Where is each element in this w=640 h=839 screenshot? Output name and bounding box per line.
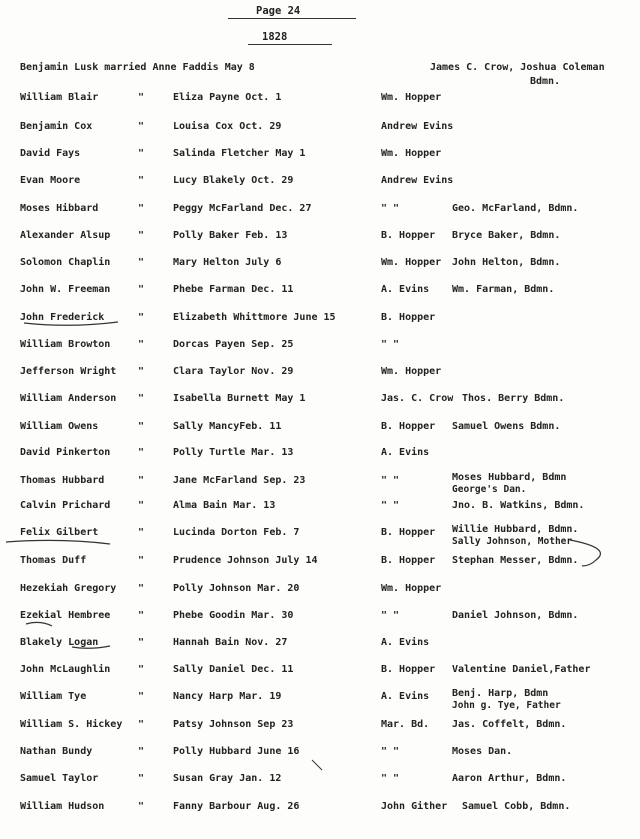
groom-name: John Frederick: [20, 312, 105, 323]
officiant-name: B. Hopper: [381, 312, 436, 323]
table-row: [0, 421, 640, 441]
bride-and-date: Clara Taylor Nov. 29: [173, 366, 294, 377]
bride-and-date: Sally MancyFeb. 11: [173, 421, 282, 432]
officiant-name: A. Evins: [381, 447, 430, 458]
groom-name: John W. Freeman: [20, 284, 111, 295]
groom-name: William Hudson: [20, 801, 105, 812]
bride-and-date: Dorcas Payen Sep. 25: [173, 339, 294, 350]
table-row: [0, 746, 640, 766]
witness-name: Samuel Cobb, Bdmn.: [462, 801, 571, 812]
table-row: [0, 312, 640, 332]
table-row: [0, 801, 640, 821]
bride-and-date: Salinda Fletcher May 1: [173, 148, 306, 159]
bride-and-date: Mary Helton July 6: [173, 257, 282, 268]
header-rule-bottom: [248, 44, 332, 45]
officiant-name: B. Hopper: [381, 421, 436, 432]
table-row: [0, 610, 640, 630]
ditto-mark: ": [138, 230, 145, 241]
bride-and-date: Polly Johnson Mar. 20: [173, 583, 300, 594]
officiant-name: " ": [381, 500, 400, 511]
bride-and-date: Jane McFarland Sep. 23: [173, 475, 306, 486]
ditto-mark: ": [138, 148, 145, 159]
first-entry-witness-2: Bdmn.: [530, 76, 561, 87]
witness-name: Samuel Owens Bdmn.: [452, 421, 561, 432]
groom-name: William Tye: [20, 691, 87, 702]
officiant-name: B. Hopper: [381, 527, 436, 538]
ditto-mark: ": [138, 92, 145, 103]
table-row: [0, 524, 640, 547]
bride-and-date: Sally Daniel Dec. 11: [173, 664, 294, 675]
table-row: [0, 719, 640, 739]
bride-and-date: Louisa Cox Oct. 29: [173, 121, 282, 132]
witness-name: John Helton, Bdmn.: [452, 257, 561, 268]
witness-name: Wm. Farman, Bdmn.: [452, 284, 555, 295]
officiant-name: " ": [381, 475, 400, 486]
bride-and-date: Patsy Johnson Sep 23: [173, 719, 294, 730]
table-row: [0, 175, 640, 195]
officiant-name: B. Hopper: [381, 555, 436, 566]
groom-name: William Blair: [20, 92, 99, 103]
witness-name-2: George's Dan.: [452, 484, 527, 495]
bride-and-date: Lucinda Dorton Feb. 7: [173, 527, 300, 538]
bride-and-date: Alma Bain Mar. 13: [173, 500, 276, 511]
groom-name: Felix Gilbert: [20, 527, 99, 538]
ditto-mark: ": [138, 773, 145, 784]
ditto-mark: ": [138, 637, 145, 648]
table-row: [0, 339, 640, 359]
bride-and-date: Prudence Johnson July 14: [173, 555, 318, 566]
officiant-name: " ": [381, 203, 400, 214]
groom-name: Hezekiah Gregory: [20, 583, 117, 594]
bride-and-date: Isabella Burnett May 1: [173, 393, 306, 404]
ditto-mark: ": [138, 284, 145, 295]
ditto-mark: ": [138, 121, 145, 132]
page-number: Page 24: [256, 5, 301, 17]
officiant-name: B. Hopper: [381, 230, 436, 241]
officiant-name: Andrew Evins: [381, 121, 454, 132]
ditto-mark: ": [138, 801, 145, 812]
ditto-mark: ": [138, 691, 145, 702]
bride-and-date: Elizabeth Whittmore June 15: [173, 312, 336, 323]
witness-name: Willie Hubbard, Bdmn.: [452, 524, 579, 535]
ditto-mark: ": [138, 421, 145, 432]
table-row: [0, 203, 640, 223]
witness-name: Moses Dan.: [452, 746, 513, 757]
table-row: [0, 555, 640, 575]
witness-name: Bryce Baker, Bdmn.: [452, 230, 561, 241]
witness-name: Valentine Daniel,Father: [452, 664, 591, 675]
table-row: [0, 257, 640, 277]
groom-name: Thomas Duff: [20, 555, 87, 566]
witness-name: Jno. B. Watkins, Bdmn.: [452, 500, 585, 511]
ditto-mark: ": [138, 257, 145, 268]
groom-name: William S. Hickey: [20, 719, 123, 730]
groom-name: David Pinkerton: [20, 447, 111, 458]
groom-name: John McLaughlin: [20, 664, 111, 675]
ditto-mark: ": [138, 393, 145, 404]
officiant-name: B. Hopper: [381, 664, 436, 675]
witness-name: Moses Hubbard, Bdmn: [452, 472, 567, 483]
groom-name: Thomas Hubbard: [20, 475, 105, 486]
ditto-mark: ": [138, 527, 145, 538]
bride-and-date: Susan Gray Jan. 12: [173, 773, 282, 784]
witness-name-2: John g. Tye, Father: [452, 700, 561, 711]
bride-and-date: Polly Turtle Mar. 13: [173, 447, 294, 458]
table-row: [0, 148, 640, 168]
table-row: [0, 472, 640, 495]
groom-name: Blakely Logan: [20, 637, 99, 648]
groom-name: Alexander Alsup: [20, 230, 111, 241]
officiant-name: Wm. Hopper: [381, 366, 442, 377]
officiant-name: " ": [381, 773, 400, 784]
officiant-name: A. Evins: [381, 691, 430, 702]
table-row: [0, 773, 640, 793]
table-row: [0, 447, 640, 467]
bride-and-date: Nancy Harp Mar. 19: [173, 691, 282, 702]
witness-name: Jas. Coffelt, Bdmn.: [452, 719, 567, 730]
officiant-name: Wm. Hopper: [381, 92, 442, 103]
witness-name: Benj. Harp, Bdmn: [452, 688, 549, 699]
bride-and-date: Peggy McFarland Dec. 27: [173, 203, 312, 214]
witness-name: Daniel Johnson, Bdmn.: [452, 610, 579, 621]
ditto-mark: ": [138, 746, 145, 757]
groom-name: Samuel Taylor: [20, 773, 99, 784]
officiant-name: " ": [381, 746, 400, 757]
officiant-name: John Gither: [381, 801, 448, 812]
groom-name: Jefferson Wright: [20, 366, 117, 377]
groom-name: Ezekial Hembree: [20, 610, 111, 621]
table-row: [0, 230, 640, 250]
officiant-name: Wm. Hopper: [381, 257, 442, 268]
officiant-name: " ": [381, 610, 400, 621]
ditto-mark: ": [138, 719, 145, 730]
groom-name: David Fays: [20, 148, 81, 159]
officiant-name: Andrew Evins: [381, 175, 454, 186]
ditto-mark: ": [138, 475, 145, 486]
witness-name: Thos. Berry Bdmn.: [462, 393, 565, 404]
bride-and-date: Polly Baker Feb. 13: [173, 230, 288, 241]
table-row: [0, 366, 640, 386]
first-entry-text: Benjamin Lusk married Anne Faddis May 8: [20, 62, 255, 73]
ditto-mark: ": [138, 500, 145, 511]
table-row: [0, 664, 640, 684]
bride-and-date: Fanny Barbour Aug. 26: [173, 801, 300, 812]
groom-name: William Owens: [20, 421, 99, 432]
groom-name: Benjamin Cox: [20, 121, 93, 132]
groom-name: Evan Moore: [20, 175, 81, 186]
officiant-name: Wm. Hopper: [381, 583, 442, 594]
ditto-mark: ": [138, 610, 145, 621]
header-rule-top: [228, 18, 356, 19]
officiant-name: A. Evins: [381, 284, 430, 295]
witness-name: Geo. McFarland, Bdmn.: [452, 203, 579, 214]
table-row: [0, 637, 640, 657]
officiant-name: A. Evins: [381, 637, 430, 648]
bride-and-date: Hannah Bain Nov. 27: [173, 637, 288, 648]
witness-name: Stephan Messer, Bdmn.: [452, 555, 579, 566]
table-row: [0, 583, 640, 603]
ditto-mark: ": [138, 175, 145, 186]
table-row: [0, 393, 640, 413]
bride-and-date: Polly Hubbard June 16: [173, 746, 300, 757]
groom-name: William Anderson: [20, 393, 117, 404]
ditto-mark: ": [138, 339, 145, 350]
groom-name: Nathan Bundy: [20, 746, 93, 757]
officiant-name: Mar. Bd.: [381, 719, 430, 730]
officiant-name: " ": [381, 339, 400, 350]
officiant-name: Wm. Hopper: [381, 148, 442, 159]
ditto-mark: ": [138, 555, 145, 566]
table-row: [0, 121, 640, 141]
bride-and-date: Phebe Goodin Mar. 30: [173, 610, 294, 621]
first-entry-witness: James C. Crow, Joshua Coleman: [430, 62, 605, 73]
ditto-mark: ": [138, 664, 145, 675]
groom-name: Solomon Chaplin: [20, 257, 111, 268]
ditto-mark: ": [138, 312, 145, 323]
table-row: [0, 500, 640, 520]
ditto-mark: ": [138, 583, 145, 594]
table-row: [0, 92, 640, 112]
groom-name: William Browton: [20, 339, 111, 350]
bride-and-date: Lucy Blakely Oct. 29: [173, 175, 294, 186]
table-row: [0, 284, 640, 304]
bride-and-date: Eliza Payne Oct. 1: [173, 92, 282, 103]
bride-and-date: Phebe Farman Dec. 11: [173, 284, 294, 295]
ditto-mark: ": [138, 203, 145, 214]
groom-name: Calvin Prichard: [20, 500, 111, 511]
officiant-name: Jas. C. Crow: [381, 393, 454, 404]
witness-name: Aaron Arthur, Bdmn.: [452, 773, 567, 784]
table-row: [0, 688, 640, 711]
groom-name: Moses Hibbard: [20, 203, 99, 214]
ditto-mark: ": [138, 366, 145, 377]
year-heading: 1828: [262, 31, 288, 43]
witness-name-2: Sally Johnson, Mother: [452, 536, 573, 547]
ditto-mark: ": [138, 447, 145, 458]
